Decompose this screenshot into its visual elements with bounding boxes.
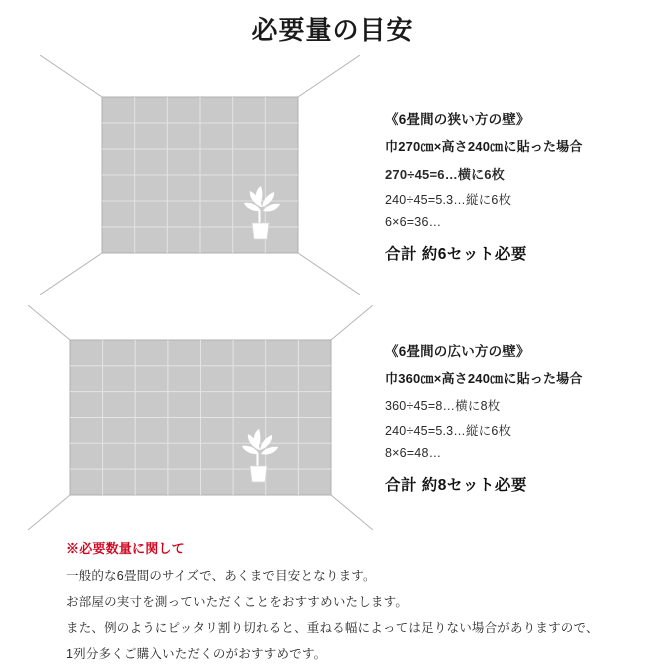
room-illustration-wide — [28, 305, 373, 530]
notes-line: また、例のようにピッタリ割り切れると、重ねる幅によっては足りない場合がありますので、 — [66, 621, 599, 635]
notes-line: お部屋の実寸を測っていただくことをおすすめいたします。 — [66, 595, 409, 609]
calc-total: 合計 約8セット必要 — [385, 477, 527, 494]
calc-line: 360÷45=8…横に8枚 — [385, 399, 501, 413]
calc-heading: 《6畳間の広い方の壁》 — [385, 344, 530, 359]
calc-heading: 《6畳間の狭い方の壁》 — [385, 112, 530, 127]
calc-line: 8×6=48… — [385, 446, 442, 460]
calc-line: 240÷45=5.3…縦に6枚 — [385, 193, 512, 207]
room-diagram-wide-svg — [28, 305, 373, 530]
room-illustration-narrow — [40, 55, 360, 295]
notes-line: 1列分多くご購入いただくのがおすすめです。 — [66, 647, 327, 661]
calc-subheading: 巾360㎝×高さ240㎝に貼った場合 — [385, 371, 583, 386]
calc-block-narrow — [385, 108, 665, 264]
page-title: 必要量の目安 — [251, 15, 414, 45]
room-diagram-narrow-svg — [40, 55, 360, 295]
notes-line: 一般的な6畳間のサイズで、あくまで目安となります。 — [66, 569, 376, 583]
calc-subheading: 巾270㎝×高さ240㎝に貼った場合 — [385, 139, 583, 154]
calc-total: 合計 約6セット必要 — [385, 246, 527, 263]
calc-line: 270÷45=6…横に6枚 — [385, 167, 505, 182]
notes-section — [66, 538, 626, 670]
calc-line: 240÷45=5.3…縦に6枚 — [385, 424, 512, 438]
calc-block-wide — [385, 340, 665, 495]
notes-title: ※必要数量に関して — [66, 541, 185, 556]
calc-line: 6×6=36… — [385, 215, 442, 229]
